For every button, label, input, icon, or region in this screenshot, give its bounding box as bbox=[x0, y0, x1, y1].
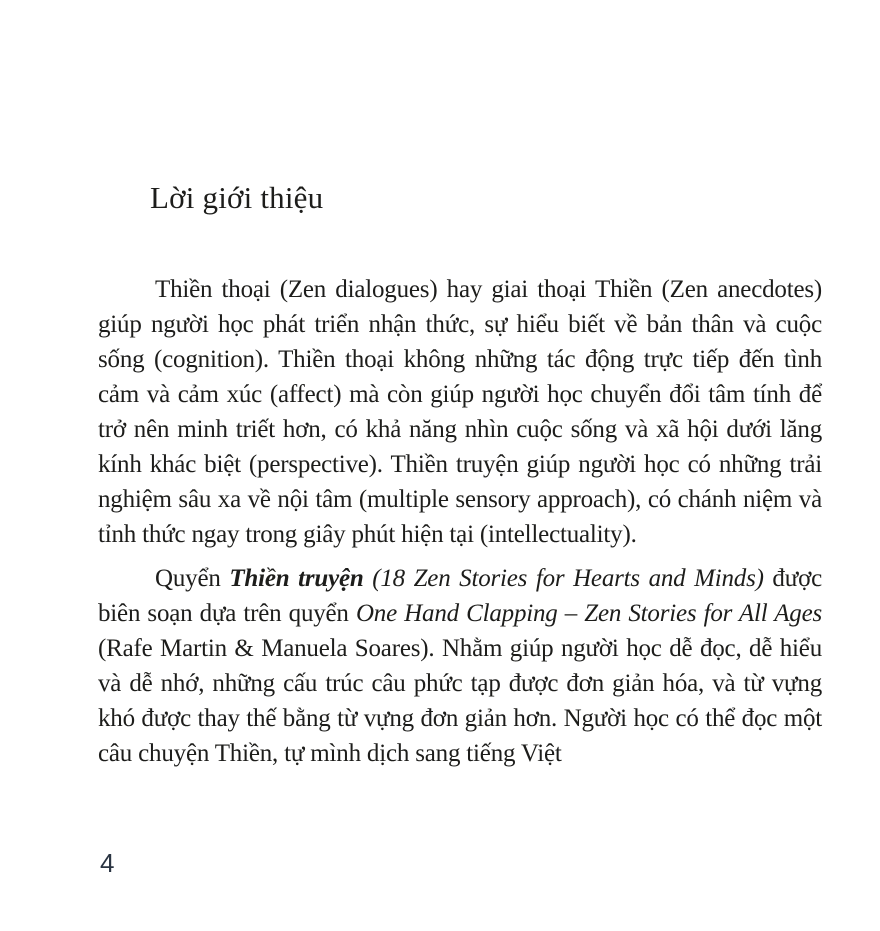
text-segment-regular: Quyển bbox=[155, 565, 230, 592]
page-title: Lời giới thiệu bbox=[150, 180, 324, 215]
text-segment-regular: được biên soạn dựa trên quyển bbox=[98, 565, 822, 627]
paragraph bbox=[98, 272, 822, 552]
paragraph bbox=[98, 561, 822, 771]
text-segment-bold-italic: Thiền truyện bbox=[229, 565, 364, 592]
text-segment-italic: One Hand Clapping – Zen Stories for All Ages bbox=[355, 600, 823, 627]
text-segment-regular: Thiền thoại (Zen dialogues) hay giai thoại Thiền (Zen anecdotes) giúp người học phát triển nhận thức, sự hiểu biết về bản thân và cuộc sống (cognition). Thiền thoại không những tác động trực tiếp đến tình cảm và cảm xúc (affect) mà còn giúp người học chuyển đổi tâm tính để trở nên minh triết hơn, có khả năng nhìn cuộc sống và xã hội dưới lăng kính khác biệt (perspective). Thiền truyện giúp người học có những trải nghiệm sâu xa về nội tâm (multiple sensory approach), có chánh niệm và tỉnh thức ngay trong giây phút hiện tại (intellectuality). bbox=[98, 276, 822, 548]
page-number: 4 bbox=[100, 848, 115, 878]
body-text bbox=[98, 272, 822, 771]
text-segment-italic: (18 Zen Stories for Hearts and Minds) bbox=[363, 565, 764, 592]
text-segment-regular: (Rafe Martin & Manuela Soares). Nhằm giúp người học dễ đọc, dễ hiểu và dễ nhớ, những cấu trúc câu phức tạp được đơn giản hóa, và từ vựng khó được thay thế bằng từ vựng đơn giản hơn. Người học có thể đọc một câu chuyện Thiền, tự mình dịch sang tiếng Việt bbox=[98, 635, 822, 767]
